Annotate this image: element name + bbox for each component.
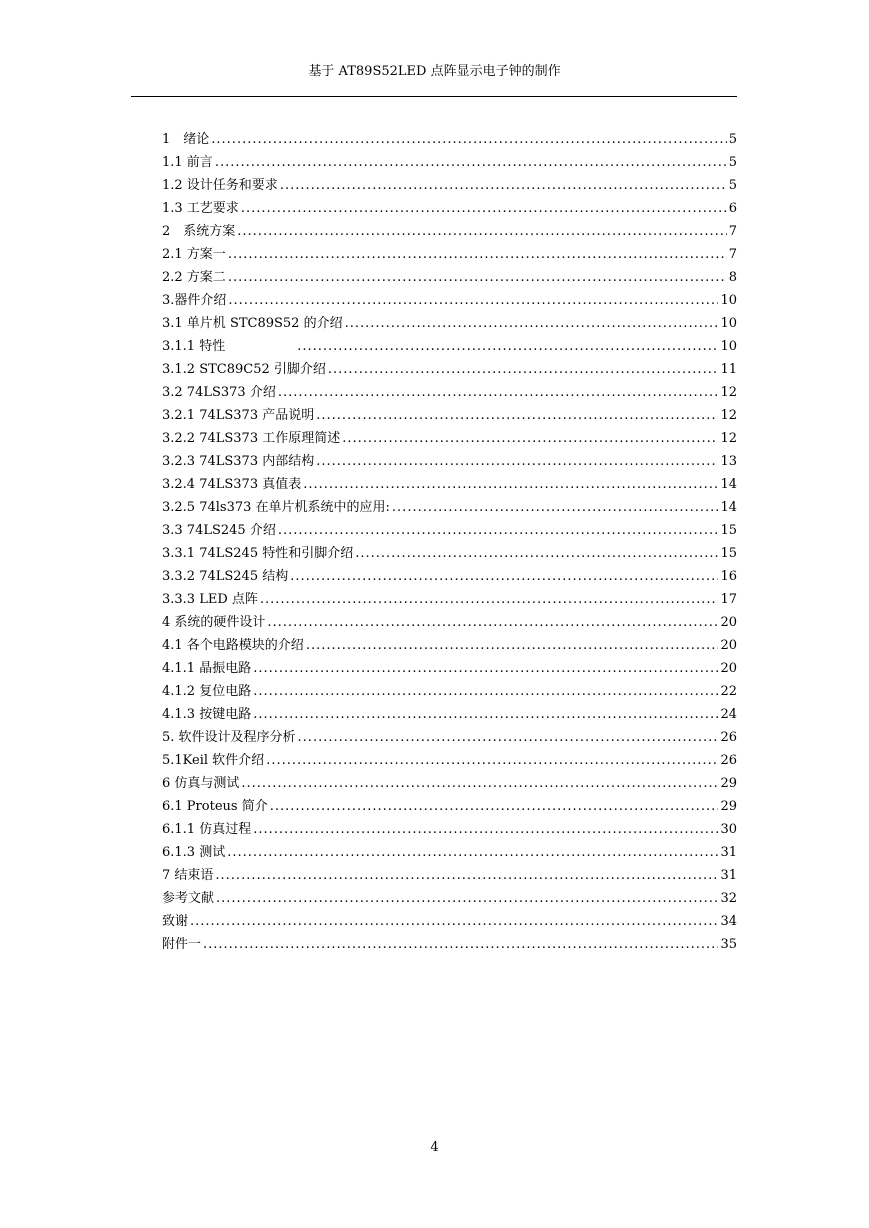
toc-dot-leader [266, 749, 718, 772]
toc-entry-title: 6.1.3 测试 [162, 845, 226, 860]
toc-entry[interactable] [162, 542, 737, 565]
toc-entry-title: 附件一 [162, 937, 202, 952]
toc-entry-page: 32 [720, 891, 737, 906]
toc-entry-page: 31 [720, 845, 737, 860]
toc-entry-page: 35 [720, 937, 737, 952]
toc-dot-leader [253, 818, 718, 841]
toc-dot-leader [355, 542, 718, 565]
toc-entry[interactable] [162, 726, 737, 749]
toc-entry-page: 22 [720, 684, 737, 699]
toc-entry[interactable] [162, 864, 737, 887]
toc-entry-page: 14 [720, 477, 737, 492]
toc-entry-title: 3.2 74LS373 介绍 [162, 385, 276, 400]
toc-dot-leader [267, 611, 718, 634]
toc-entry[interactable] [162, 749, 737, 772]
toc-entry-page: 20 [720, 615, 737, 630]
toc-entry-title: 3.1 单片机 STC89S52 的介绍 [162, 316, 343, 331]
toc-entry-page: 26 [720, 730, 737, 745]
toc-entry[interactable] [162, 358, 737, 381]
toc-entry-title: 1 绪论 [162, 132, 210, 147]
toc-dot-leader [278, 519, 719, 542]
toc-entry-title: 1.1 前言 [162, 155, 213, 170]
toc-entry-title: 6 仿真与测试 [162, 776, 240, 791]
toc-entry-page: 6 [728, 201, 737, 216]
toc-dot-leader [278, 381, 719, 404]
toc-entry[interactable] [162, 473, 737, 496]
toc-entry[interactable] [162, 703, 737, 726]
toc-entry-title: 3.2.4 74LS373 真值表 [162, 477, 302, 492]
toc-entry[interactable] [162, 450, 737, 473]
toc-dot-leader [215, 151, 727, 174]
toc-entry-title: 4.1.1 晶振电路 [162, 661, 252, 676]
toc-dot-leader [203, 933, 718, 956]
toc-dot-leader [280, 174, 727, 197]
toc-entry-page: 5 [728, 132, 737, 147]
toc-entry[interactable] [162, 220, 737, 243]
toc-dot-leader [306, 634, 719, 657]
toc-dot-leader [228, 289, 718, 312]
toc-entry-page: 12 [720, 408, 737, 423]
toc-entry-title: 7 结束语 [162, 868, 214, 883]
toc-entry-title: 5.1Keil 软件介绍 [162, 753, 265, 768]
toc-entry[interactable] [162, 657, 737, 680]
toc-dot-leader [237, 220, 726, 243]
toc-entry-page: 24 [720, 707, 737, 722]
toc-dot-leader [253, 657, 718, 680]
toc-entry-page: 29 [720, 799, 737, 814]
toc-entry-page: 12 [720, 385, 737, 400]
toc-entry[interactable] [162, 588, 737, 611]
toc-entry[interactable] [162, 795, 737, 818]
page-number: 4 [430, 1140, 439, 1155]
toc-entry-page: 31 [720, 868, 737, 883]
toc-entry-page: 10 [720, 316, 737, 331]
toc-entry-title: 3.2.2 74LS373 工作原理简述 [162, 431, 341, 446]
toc-entry[interactable] [162, 312, 737, 335]
toc-entry[interactable] [162, 611, 737, 634]
toc-dot-leader [260, 588, 719, 611]
toc-entry-page: 34 [720, 914, 737, 929]
toc-entry-page: 5 [728, 178, 737, 193]
toc-dot-leader [253, 680, 718, 703]
toc-entry-page: 20 [720, 638, 737, 653]
toc-entry-page: 7 [728, 247, 737, 262]
toc-entry-title: 3.2.1 74LS373 产品说明 [162, 408, 315, 423]
toc-dot-leader [297, 335, 718, 358]
toc-entry-title: 6.1 Proteus 简介 [162, 799, 268, 814]
toc-entry-title: 3.1.2 STC89C52 引脚介绍 [162, 362, 326, 377]
toc-entry[interactable] [162, 496, 737, 519]
toc-dot-leader [228, 266, 727, 289]
toc-entry[interactable] [162, 772, 737, 795]
toc-entry[interactable] [162, 565, 737, 588]
toc-entry[interactable] [162, 128, 737, 151]
toc-entry-title: 4.1 各个电路模块的介绍 [162, 638, 304, 653]
toc-entry[interactable] [162, 381, 737, 404]
toc-entry-page: 30 [720, 822, 737, 837]
toc-entry[interactable] [162, 289, 737, 312]
toc-entry-page: 14 [720, 500, 737, 515]
toc-entry[interactable] [162, 634, 737, 657]
toc-entry-title: 2.1 方案一 [162, 247, 226, 262]
toc-dot-leader [211, 128, 726, 151]
toc-dot-leader [316, 404, 718, 427]
page-header: 基于 AT89S52LED 点阵显示电子钟的制作 [308, 64, 561, 79]
toc-dot-leader [392, 496, 719, 519]
toc-entry[interactable] [162, 404, 737, 427]
toc-entry-page: 16 [720, 569, 737, 584]
toc-entry[interactable] [162, 519, 737, 542]
toc-entry[interactable] [162, 841, 737, 864]
toc-entry[interactable] [162, 427, 737, 450]
toc-entry-page: 15 [720, 546, 737, 561]
toc-entry-page: 26 [720, 753, 737, 768]
toc-entry-title: 1.3 工艺要求 [162, 201, 239, 216]
toc-dot-leader [303, 473, 718, 496]
toc-entry-page: 5 [728, 155, 737, 170]
toc-entry-page: 8 [728, 270, 737, 285]
toc-entry-page: 17 [720, 592, 737, 607]
header-divider [131, 96, 737, 97]
toc-entry-page: 10 [720, 339, 737, 354]
toc-dot-leader [290, 565, 718, 588]
toc-dot-leader [328, 358, 719, 381]
toc-entry-title: 3.3.1 74LS245 特性和引脚介绍 [162, 546, 354, 561]
toc-entry-title: 2.2 方案二 [162, 270, 226, 285]
toc-dot-leader [228, 243, 727, 266]
toc-entry[interactable] [162, 335, 737, 358]
toc-entry[interactable] [162, 243, 737, 266]
toc-dot-leader [216, 887, 718, 910]
toc-entry-title: 4.1.3 按键电路 [162, 707, 252, 722]
toc-entry[interactable] [162, 174, 737, 197]
toc-entry-title: 3.器件介绍 [162, 293, 227, 308]
toc-entry-page: 10 [720, 293, 737, 308]
toc-entry[interactable] [162, 266, 737, 289]
toc-entry-title: 3.2.3 74LS373 内部结构 [162, 454, 315, 469]
table-of-contents [162, 128, 737, 956]
toc-entry[interactable] [162, 197, 737, 220]
toc-dot-leader [342, 427, 718, 450]
toc-entry[interactable] [162, 933, 737, 956]
toc-entry-title: 3.1.1 特性 [162, 339, 226, 354]
toc-entry-page: 13 [720, 454, 737, 469]
toc-entry-title: 2 系统方案 [162, 224, 236, 239]
toc-dot-leader [253, 703, 718, 726]
toc-entry-title: 3.3.2 74LS245 结构 [162, 569, 289, 584]
toc-dot-leader [241, 197, 727, 220]
toc-entry[interactable] [162, 151, 737, 174]
toc-entry-title: 6.1.1 仿真过程 [162, 822, 252, 837]
toc-entry-page: 7 [728, 224, 737, 239]
toc-dot-leader [316, 450, 718, 473]
toc-entry-title: 参考文献 [162, 891, 215, 906]
toc-entry-title: 3.3 74LS245 介绍 [162, 523, 276, 538]
toc-entry-page: 15 [720, 523, 737, 538]
toc-dot-leader [298, 726, 719, 749]
toc-entry-page: 11 [720, 362, 737, 377]
toc-entry-title: 3.2.5 74ls373 在单片机系统中的应用: [162, 500, 390, 515]
toc-entry[interactable] [162, 680, 737, 703]
toc-dot-leader [270, 795, 719, 818]
toc-entry-page: 12 [720, 431, 737, 446]
toc-dot-leader [345, 312, 719, 335]
toc-entry-title: 致谢 [162, 914, 189, 929]
toc-dot-leader [227, 841, 718, 864]
toc-entry-page: 29 [720, 776, 737, 791]
toc-entry-title: 4.1.2 复位电路 [162, 684, 252, 699]
toc-entry-title: 4 系统的硬件设计 [162, 615, 266, 630]
toc-entry-title: 3.3.3 LED 点阵 [162, 592, 258, 607]
toc-entry[interactable] [162, 818, 737, 841]
toc-dot-leader [241, 772, 718, 795]
toc-entry[interactable] [162, 910, 737, 933]
toc-entry[interactable] [162, 887, 737, 910]
toc-entry-title: 1.2 设计任务和要求 [162, 178, 278, 193]
toc-entry-title: 5. 软件设计及程序分析 [162, 730, 296, 745]
toc-dot-leader [190, 910, 718, 933]
toc-entry-page: 20 [720, 661, 737, 676]
toc-dot-leader [215, 864, 718, 887]
